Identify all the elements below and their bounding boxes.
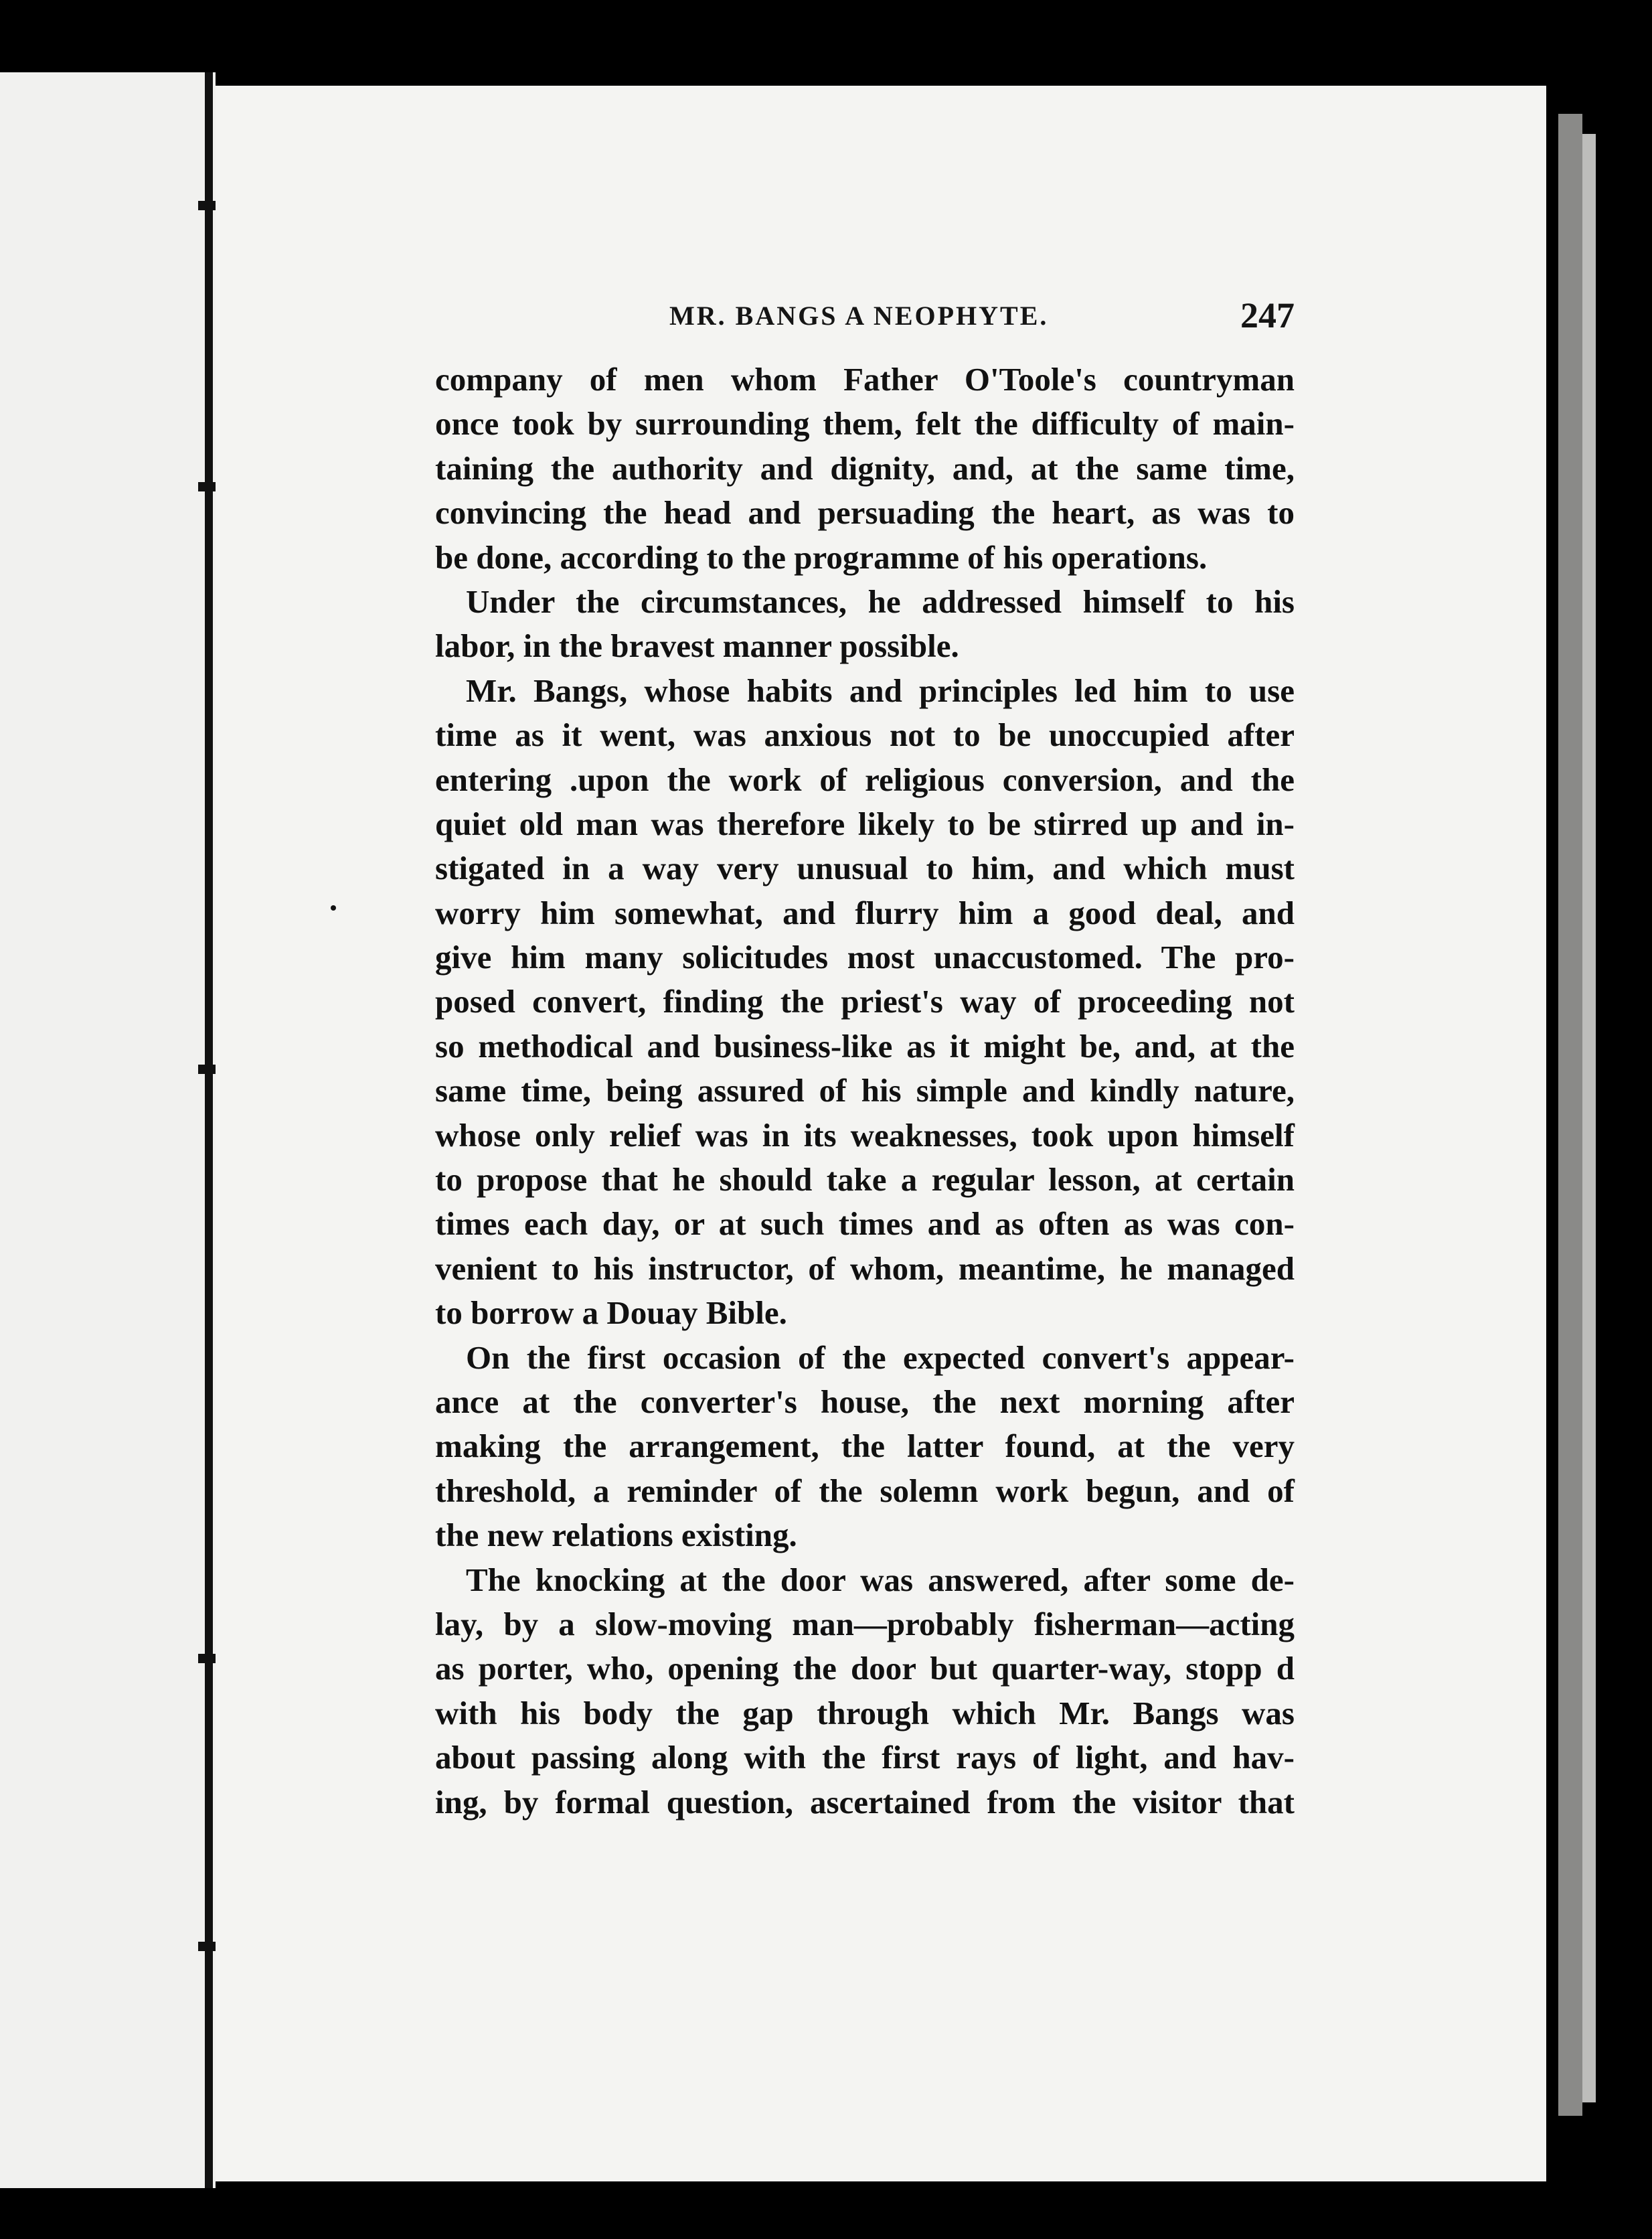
text-line: to borrow a Douay Bible. — [435, 1294, 787, 1332]
text-line: convincing the head and persuading the heart, as was to — [435, 494, 1295, 532]
text-line: ing, by formal question, ascertained from the visitor that — [435, 1783, 1295, 1821]
text-line: making the arrangement, the latter found, at the very — [435, 1427, 1295, 1465]
running-head — [435, 295, 1295, 343]
text-line: times each day, or at such times and as often as was con- — [435, 1205, 1295, 1243]
body-text — [435, 358, 1295, 1825]
text-line: company of men whom Father O'Toole's countryman — [435, 361, 1295, 398]
text-line: with his body the gap through which Mr. Bangs was — [435, 1694, 1295, 1731]
text-line: entering .upon the work of religious conversion, and the — [435, 761, 1295, 798]
text-line: On the first occasion of the expected convert's appear- — [466, 1338, 1295, 1376]
text-line: to propose that he should take a regular lesson, at certain — [435, 1161, 1295, 1199]
running-title: MR. BANGS A NEOPHYTE. — [669, 301, 1049, 331]
text-line: time as it went, was anxious not to be unoccupied after — [435, 716, 1295, 754]
text-line: ance at the converter's house, the next morning after — [435, 1383, 1295, 1420]
text-line: so methodical and business-like as it might be, and, at the — [435, 1027, 1295, 1065]
text-line: be done, according to the programme of his operations. — [435, 538, 1208, 576]
text-line: taining the authority and dignity, and, at the same time, — [435, 449, 1295, 487]
text-line: worry him somewhat, and flurry him a good deal, and — [435, 894, 1295, 931]
page-edge-back — [1582, 134, 1596, 2102]
text-line: quiet old man was therefore likely to be stirred up and in- — [435, 805, 1295, 842]
text-line: same time, being assured of his simple and kindly nature, — [435, 1072, 1295, 1109]
text-line: Mr. Bangs, whose habits and principles led him to use — [466, 672, 1295, 709]
text-line: venient to his instructor, of whom, meantime, he managed — [435, 1249, 1295, 1287]
text-line: the new relations existing. — [435, 1517, 797, 1554]
text-line: as porter, who, opening the door but quarter-way, stopp d — [435, 1650, 1295, 1687]
text-line: stigated in a way very unusual to him, and which must — [435, 850, 1295, 887]
page-edge — [1558, 114, 1582, 2116]
book-gutter — [205, 72, 213, 2188]
left-page — [0, 72, 216, 2188]
text-line: once took by surrounding them, felt the difficulty of main- — [435, 405, 1295, 443]
text-line: about passing along with the first rays of light, and hav- — [435, 1739, 1295, 1776]
text-line: whose only relief was in its weaknesses, took upon himself — [435, 1116, 1295, 1154]
text-line: lay, by a slow-moving man—probably fisherman—acting — [435, 1605, 1295, 1642]
text-line: labor, in the bravest manner possible. — [435, 627, 959, 665]
text-line: threshold, a reminder of the solemn work begun, and of — [435, 1472, 1295, 1509]
page-number: 247 — [1240, 295, 1295, 335]
text-line: Under the circumstances, he addressed himself to his — [466, 583, 1295, 620]
text-line: give him many solicitudes most unaccustomed. The pro- — [435, 939, 1295, 976]
text-line: The knocking at the door was answered, after some de- — [466, 1561, 1295, 1598]
ink-speck — [331, 905, 336, 911]
text-line: posed convert, finding the priest's way of proceeding not — [435, 983, 1295, 1020]
